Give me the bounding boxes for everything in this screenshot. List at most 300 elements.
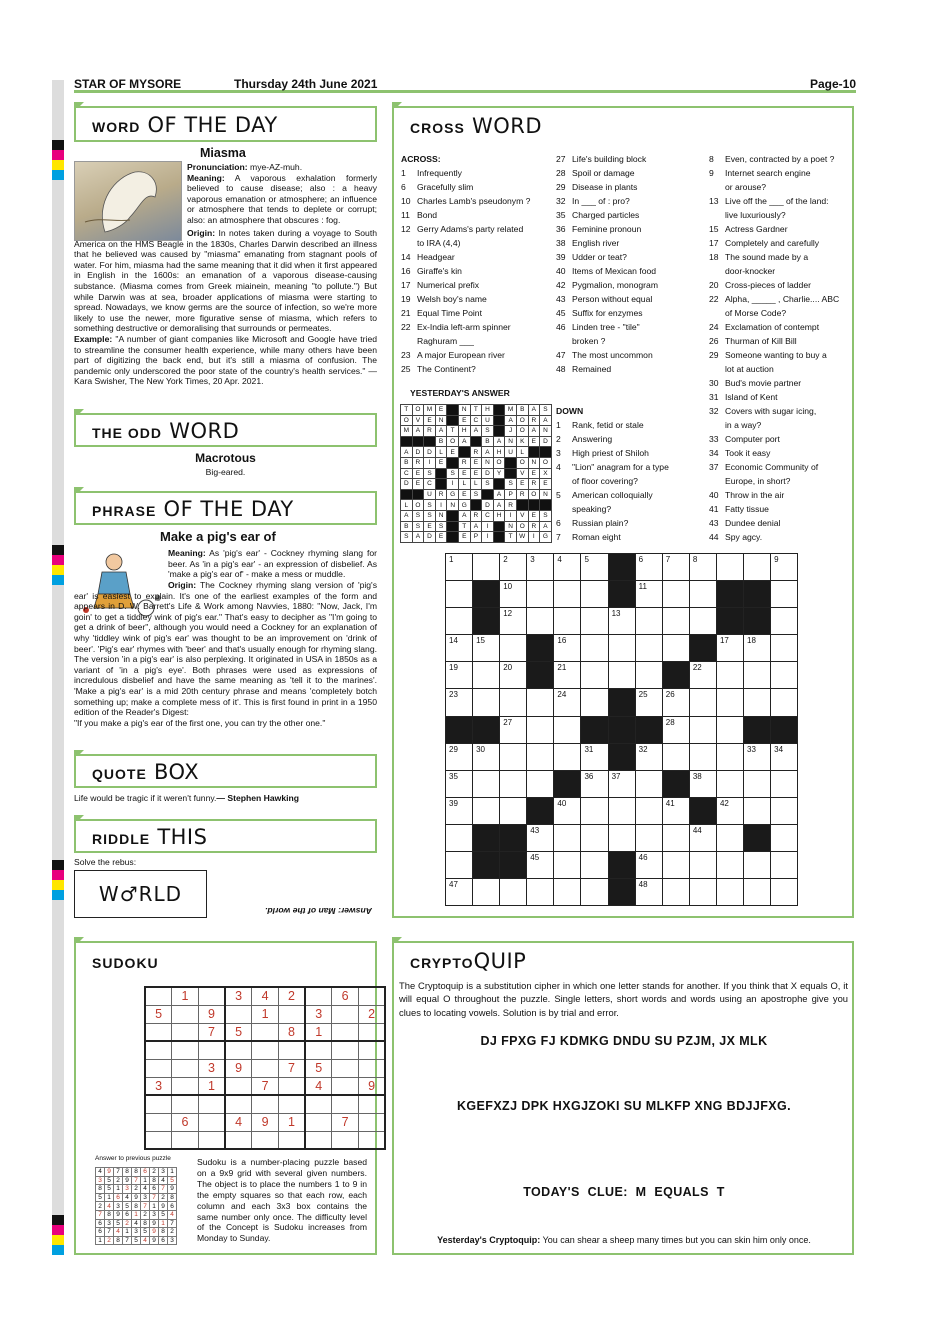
crossword-cell[interactable] [554, 581, 581, 608]
crossword-cell[interactable]: 16 [554, 635, 581, 662]
crossword-cell[interactable]: 6 [635, 554, 662, 581]
crossword-cell[interactable] [527, 770, 554, 797]
crossword-cell[interactable] [581, 662, 608, 689]
crossword-cell[interactable] [608, 852, 635, 879]
crossword-cell[interactable]: 13 [608, 608, 635, 635]
sudoku-cell[interactable] [278, 1077, 305, 1095]
crossword-cell[interactable] [446, 581, 473, 608]
sudoku-cell[interactable] [172, 1041, 199, 1059]
sudoku-cell[interactable]: 9 [198, 1005, 225, 1023]
crossword-cell[interactable] [473, 689, 500, 716]
sudoku-cell[interactable]: 6 [332, 987, 359, 1005]
crossword-cell[interactable] [527, 689, 554, 716]
sudoku-cell[interactable] [252, 1023, 279, 1041]
crossword-cell[interactable]: 48 [635, 879, 662, 906]
crossword-cell[interactable] [662, 743, 689, 770]
sudoku-cell[interactable] [332, 1059, 359, 1077]
crossword-cell[interactable]: 45 [527, 852, 554, 879]
answer-cell: 5 [114, 1219, 123, 1228]
sudoku-cell[interactable]: 6 [172, 1113, 199, 1131]
crossword-cell[interactable] [716, 824, 743, 851]
sudoku-cell[interactable] [359, 1041, 386, 1059]
crossword-cell[interactable] [608, 743, 635, 770]
answer-cell [424, 436, 436, 447]
crossword-cell[interactable]: 46 [635, 852, 662, 879]
sudoku-cell[interactable]: 1 [172, 987, 199, 1005]
crossword-cell[interactable]: 47 [446, 879, 473, 906]
crossword-cell[interactable]: 40 [554, 797, 581, 824]
crossword-cell[interactable]: 42 [716, 797, 743, 824]
answer-cell: 6 [141, 1168, 150, 1177]
crossword-cell[interactable] [500, 879, 527, 906]
answer-cell: 2 [123, 1219, 132, 1228]
crossword-cell[interactable] [716, 689, 743, 716]
crossword-cell[interactable] [581, 716, 608, 743]
crossword-cell[interactable] [500, 689, 527, 716]
clue [709, 362, 839, 376]
sudoku-cell[interactable] [145, 1041, 172, 1059]
sudoku-cell[interactable] [278, 1131, 305, 1149]
sudoku-cell[interactable]: 9 [252, 1113, 279, 1131]
crossword-cell[interactable]: 14 [446, 635, 473, 662]
crossword-cell[interactable]: 8 [689, 554, 716, 581]
sudoku-cell[interactable]: 4 [305, 1077, 332, 1095]
crossword-cell[interactable] [689, 581, 716, 608]
crossword-cell[interactable] [527, 716, 554, 743]
crossword-cell[interactable] [581, 689, 608, 716]
sudoku-cell[interactable]: 1 [305, 1023, 332, 1041]
sudoku-cell[interactable]: 3 [145, 1077, 172, 1095]
sudoku-cell[interactable] [145, 1131, 172, 1149]
crossword-cell[interactable]: 18 [744, 635, 771, 662]
crossword-cell[interactable] [689, 797, 716, 824]
crossword-cell[interactable] [608, 797, 635, 824]
answer-cell: 9 [123, 1176, 132, 1185]
sudoku-cell[interactable] [332, 1005, 359, 1023]
clue [709, 404, 839, 418]
answer-cell: 8 [114, 1236, 123, 1245]
sudoku-cell[interactable]: 1 [278, 1113, 305, 1131]
sudoku-cell[interactable] [198, 987, 225, 1005]
crossword-cell[interactable]: 11 [635, 581, 662, 608]
crossword-cell[interactable]: 9 [771, 554, 798, 581]
answer-cell: L [401, 500, 413, 511]
answer-cell: I [424, 457, 436, 468]
crossword-cell[interactable] [473, 824, 500, 851]
answer-cell: 5 [96, 1193, 105, 1202]
crossword-cell[interactable]: 2 [500, 554, 527, 581]
crossword-cell[interactable]: 26 [662, 689, 689, 716]
crossword-cell[interactable]: 4 [554, 554, 581, 581]
sudoku-cell[interactable] [145, 1113, 172, 1131]
clue-text: Answering [572, 434, 613, 444]
sudoku-cell[interactable] [359, 1095, 386, 1113]
crossword-cell[interactable] [689, 852, 716, 879]
sudoku-cell[interactable] [145, 987, 172, 1005]
sudoku-cell[interactable]: 5 [305, 1059, 332, 1077]
sudoku-cell[interactable]: 7 [252, 1077, 279, 1095]
crossword-cell[interactable]: 12 [500, 608, 527, 635]
crossword-cell[interactable] [662, 581, 689, 608]
sudoku-cell[interactable] [278, 1095, 305, 1113]
crossword-cell[interactable] [771, 824, 798, 851]
crossword-cell[interactable] [744, 689, 771, 716]
crossword-cell[interactable] [500, 743, 527, 770]
crossword-cell[interactable]: 36 [581, 770, 608, 797]
clue [556, 516, 669, 530]
down-clue-column [556, 418, 669, 544]
sudoku-cell[interactable]: 4 [225, 1113, 252, 1131]
clue-text: Covers with sugar icing, [725, 406, 817, 416]
section-title: THIS [157, 825, 208, 849]
crossword-cell[interactable]: 24 [554, 689, 581, 716]
sudoku-cell[interactable] [332, 1077, 359, 1095]
clue-text: Raghuram ___ [417, 336, 474, 346]
sudoku-cell[interactable]: 7 [278, 1059, 305, 1077]
crossword-cell[interactable] [554, 879, 581, 906]
sudoku-cell[interactable] [359, 1059, 386, 1077]
crossword-cell[interactable]: 30 [473, 743, 500, 770]
crossword-cell[interactable] [635, 662, 662, 689]
sudoku-cell[interactable] [145, 1095, 172, 1113]
crossword-cell[interactable] [500, 852, 527, 879]
crossword-cell[interactable] [716, 662, 743, 689]
sudoku-cell[interactable] [305, 987, 332, 1005]
crossword-cell[interactable] [744, 770, 771, 797]
sudoku-cell[interactable] [172, 1023, 199, 1041]
crossword-cell[interactable] [608, 662, 635, 689]
crossword-cell[interactable]: 1 [446, 554, 473, 581]
crossword-cell[interactable] [500, 770, 527, 797]
crossword-cell[interactable] [771, 581, 798, 608]
crossword-cell[interactable] [608, 554, 635, 581]
crossword-cell[interactable] [635, 635, 662, 662]
crossword-cell[interactable] [554, 824, 581, 851]
answer-cell: V [516, 468, 528, 479]
crossword-cell[interactable] [608, 581, 635, 608]
sudoku-cell[interactable] [359, 1023, 386, 1041]
crossword-cell[interactable] [473, 608, 500, 635]
sudoku-cell[interactable] [332, 1023, 359, 1041]
crossword-cell[interactable]: 10 [500, 581, 527, 608]
crossword-cell[interactable] [744, 797, 771, 824]
sudoku-cell[interactable]: 9 [359, 1077, 386, 1095]
sudoku-cell[interactable] [225, 1077, 252, 1095]
crossword-cell[interactable] [554, 770, 581, 797]
crossword-cell[interactable]: 32 [635, 743, 662, 770]
crossword-cell[interactable] [716, 770, 743, 797]
crossword-cell[interactable]: 17 [716, 635, 743, 662]
crossword-cell[interactable] [689, 879, 716, 906]
sudoku-cell[interactable] [225, 1041, 252, 1059]
sudoku-cell[interactable]: 5 [225, 1023, 252, 1041]
crossword-cell[interactable] [662, 852, 689, 879]
clue [709, 222, 839, 236]
crossword-cell[interactable]: 37 [608, 770, 635, 797]
crossword-cell[interactable] [744, 824, 771, 851]
clue-text: Actress Gardner [725, 224, 788, 234]
answer-cell: A [528, 405, 540, 416]
crossword-cell[interactable] [635, 716, 662, 743]
crossword-cell[interactable] [527, 581, 554, 608]
sudoku-cell[interactable] [252, 1041, 279, 1059]
sudoku-cell[interactable] [198, 1095, 225, 1113]
sudoku-cell[interactable] [305, 1095, 332, 1113]
sudoku-cell[interactable] [145, 1059, 172, 1077]
crossword-cell[interactable] [771, 770, 798, 797]
crossword-cell[interactable] [473, 581, 500, 608]
answer-cell: A [458, 436, 470, 447]
crossword-cell[interactable] [744, 581, 771, 608]
crossword-cell[interactable]: 33 [744, 743, 771, 770]
crossword-cell[interactable]: 44 [689, 824, 716, 851]
answer-cell: 2 [159, 1193, 168, 1202]
crossword-cell[interactable] [716, 852, 743, 879]
clue [709, 334, 839, 348]
crossword-cell[interactable] [771, 852, 798, 879]
answer-cell: E [470, 457, 482, 468]
sudoku-cell[interactable]: 5 [145, 1005, 172, 1023]
sudoku-cell[interactable] [278, 1005, 305, 1023]
sudoku-cell[interactable] [172, 1077, 199, 1095]
crossword-cell[interactable] [446, 852, 473, 879]
crossword-cell[interactable] [716, 879, 743, 906]
sudoku-cell[interactable]: 7 [198, 1023, 225, 1041]
answer-cell: L [435, 447, 447, 458]
crossword-cell[interactable] [608, 824, 635, 851]
answer-cell: L [470, 479, 482, 490]
clue-text: Spy agcy. [725, 532, 763, 542]
clue [709, 180, 839, 194]
crossword-cell[interactable]: 19 [446, 662, 473, 689]
crossword-cell[interactable] [689, 635, 716, 662]
clue-text: The Continent? [417, 364, 476, 374]
crossword-cell[interactable] [581, 608, 608, 635]
clue-number: 28 [556, 168, 566, 178]
crossword-cell[interactable] [716, 554, 743, 581]
clue-number: 7 [556, 532, 561, 542]
clue [556, 152, 658, 166]
crossword-cell[interactable] [744, 716, 771, 743]
crossword-cell[interactable] [446, 716, 473, 743]
answer-cell: S [424, 500, 436, 511]
crossword-cell[interactable] [608, 689, 635, 716]
crossword-cell[interactable]: 43 [527, 824, 554, 851]
sudoku-cell[interactable]: 3 [198, 1059, 225, 1077]
answer-cell: 3 [168, 1236, 177, 1245]
crossword-cell[interactable] [473, 879, 500, 906]
crossword-cell[interactable] [500, 797, 527, 824]
answer-cell: N [505, 521, 517, 532]
crossword-cell[interactable]: 3 [527, 554, 554, 581]
crossword-cell[interactable] [662, 662, 689, 689]
crossword-cell[interactable] [771, 662, 798, 689]
crossword-cell[interactable] [473, 662, 500, 689]
sudoku-cell[interactable]: 3 [305, 1005, 332, 1023]
answer-cell: 3 [105, 1219, 114, 1228]
crossword-cell[interactable] [473, 716, 500, 743]
crossword-cell[interactable] [608, 879, 635, 906]
crossword-cell[interactable] [744, 852, 771, 879]
sudoku-cell[interactable] [252, 1095, 279, 1113]
crossword-cell[interactable] [771, 879, 798, 906]
crossword-cell[interactable] [689, 689, 716, 716]
sudoku-cell[interactable] [172, 1059, 199, 1077]
sudoku-cell[interactable] [252, 1131, 279, 1149]
crossword-cell[interactable] [554, 743, 581, 770]
crossword-cell[interactable] [608, 716, 635, 743]
clue-number: 12 [401, 224, 411, 234]
crossword-cell[interactable] [527, 635, 554, 662]
crossword-cell[interactable] [662, 608, 689, 635]
crossword-cell[interactable]: 28 [662, 716, 689, 743]
crossword-cell[interactable] [744, 554, 771, 581]
crossword-cell[interactable] [744, 608, 771, 635]
sudoku-cell[interactable] [278, 1041, 305, 1059]
sudoku-cell[interactable]: 2 [278, 987, 305, 1005]
clue [709, 348, 839, 362]
crossword-cell[interactable] [527, 743, 554, 770]
crossword-cell[interactable]: 27 [500, 716, 527, 743]
crossword-cell[interactable] [635, 608, 662, 635]
crossword-cell[interactable] [446, 608, 473, 635]
crossword-cell[interactable] [771, 635, 798, 662]
crossword-cell[interactable] [473, 797, 500, 824]
crossword-cell[interactable] [473, 554, 500, 581]
crossword-cell[interactable] [635, 797, 662, 824]
sudoku-cell[interactable]: 7 [332, 1113, 359, 1131]
answer-cell: 3 [114, 1202, 123, 1211]
sudoku-cell[interactable] [332, 1041, 359, 1059]
crossword-cell[interactable] [527, 797, 554, 824]
crossword-cell[interactable] [689, 716, 716, 743]
answer-cell: U [482, 415, 494, 426]
crossword-cell[interactable] [581, 852, 608, 879]
crossword-cell[interactable] [554, 608, 581, 635]
crossword-cell[interactable] [716, 743, 743, 770]
crossword-cell[interactable]: 34 [771, 743, 798, 770]
crossword-cell[interactable] [689, 608, 716, 635]
crossword-cell[interactable] [744, 662, 771, 689]
crossword-cell[interactable] [554, 716, 581, 743]
crossword-cell[interactable]: 25 [635, 689, 662, 716]
crossword-cell[interactable] [581, 635, 608, 662]
yesterday-answer-grid [400, 404, 552, 543]
sudoku-cell[interactable] [172, 1131, 199, 1149]
crossword-cell[interactable] [662, 770, 689, 797]
sudoku-cell[interactable] [172, 1005, 199, 1023]
crossword-cell[interactable] [689, 743, 716, 770]
sudoku-cell[interactable] [305, 1131, 332, 1149]
crossword-cell[interactable] [716, 608, 743, 635]
answer-cell: R [470, 447, 482, 458]
crossword-cell[interactable] [446, 824, 473, 851]
clue-text: lot at auction [725, 364, 774, 374]
crossword-cell[interactable] [527, 879, 554, 906]
sudoku-cell[interactable]: 8 [278, 1023, 305, 1041]
crossword-cell[interactable]: 21 [554, 662, 581, 689]
sudoku-cell[interactable] [359, 1113, 386, 1131]
crossword-cell[interactable]: 29 [446, 743, 473, 770]
crossword-cell[interactable]: 41 [662, 797, 689, 824]
sudoku-cell[interactable] [198, 1113, 225, 1131]
crossword-cell[interactable] [635, 824, 662, 851]
crossword-cell[interactable] [500, 635, 527, 662]
crossword-cell[interactable]: 35 [446, 770, 473, 797]
crossword-cell[interactable] [662, 635, 689, 662]
sudoku-cell[interactable] [305, 1041, 332, 1059]
sudoku-cell[interactable]: 3 [225, 987, 252, 1005]
crossword-cell[interactable]: 15 [473, 635, 500, 662]
sudoku-cell[interactable]: 4 [252, 987, 279, 1005]
crossword-cell[interactable]: 39 [446, 797, 473, 824]
sudoku-cell[interactable]: 1 [252, 1005, 279, 1023]
crossword-cell[interactable] [662, 824, 689, 851]
sudoku-cell[interactable] [225, 1095, 252, 1113]
crossword-cell[interactable]: 5 [581, 554, 608, 581]
sudoku-cell[interactable] [305, 1113, 332, 1131]
section-tag: RIDDLE [92, 831, 151, 847]
crossword-cell[interactable] [554, 852, 581, 879]
clue-text: Gerry Adams's party related [417, 224, 524, 234]
sudoku-cell[interactable] [198, 1041, 225, 1059]
crossword-cell[interactable] [473, 770, 500, 797]
crossword-cell[interactable] [527, 662, 554, 689]
sudoku-cell[interactable] [252, 1059, 279, 1077]
crossword-cell[interactable] [581, 581, 608, 608]
crossword-cell[interactable] [744, 879, 771, 906]
sudoku-cell[interactable] [332, 1095, 359, 1113]
sudoku-cell[interactable]: 1 [198, 1077, 225, 1095]
sudoku-cell[interactable] [225, 1005, 252, 1023]
crossword-cell[interactable] [473, 852, 500, 879]
crossword-cell[interactable]: 23 [446, 689, 473, 716]
sudoku-cell[interactable]: 2 [359, 1005, 386, 1023]
sudoku-cell[interactable] [332, 1131, 359, 1149]
sudoku-cell[interactable] [145, 1023, 172, 1041]
crossword-cell[interactable] [635, 770, 662, 797]
crossword-cell[interactable] [608, 635, 635, 662]
answer-cell: E [516, 479, 528, 490]
crossword-cell[interactable] [500, 824, 527, 851]
crossword-cell[interactable]: 20 [500, 662, 527, 689]
sudoku-cell[interactable] [359, 987, 386, 1005]
sudoku-cell[interactable]: 9 [225, 1059, 252, 1077]
sudoku-cell[interactable] [225, 1131, 252, 1149]
crossword-cell[interactable] [771, 716, 798, 743]
crossword-cell[interactable] [581, 797, 608, 824]
clue-text: Linden tree - "tile" [572, 322, 640, 332]
crossword-cell[interactable] [662, 879, 689, 906]
crossword-cell[interactable] [527, 608, 554, 635]
clue-number: 22 [401, 322, 411, 332]
crossword-cell[interactable] [581, 879, 608, 906]
crossword-cell[interactable] [716, 716, 743, 743]
crossword-cell[interactable] [771, 797, 798, 824]
crossword-cell[interactable] [716, 581, 743, 608]
sudoku-cell[interactable] [198, 1131, 225, 1149]
crossword-cell[interactable] [771, 608, 798, 635]
crossword-cell[interactable]: 22 [689, 662, 716, 689]
crossword-cell[interactable]: 38 [689, 770, 716, 797]
sudoku-cell[interactable] [172, 1095, 199, 1113]
answer-cell: H [458, 426, 470, 437]
crossword-cell[interactable]: 31 [581, 743, 608, 770]
crossword-cell[interactable] [771, 689, 798, 716]
sudoku-cell[interactable] [359, 1131, 386, 1149]
crossword-cell[interactable]: 7 [662, 554, 689, 581]
crossword-cell[interactable] [581, 824, 608, 851]
